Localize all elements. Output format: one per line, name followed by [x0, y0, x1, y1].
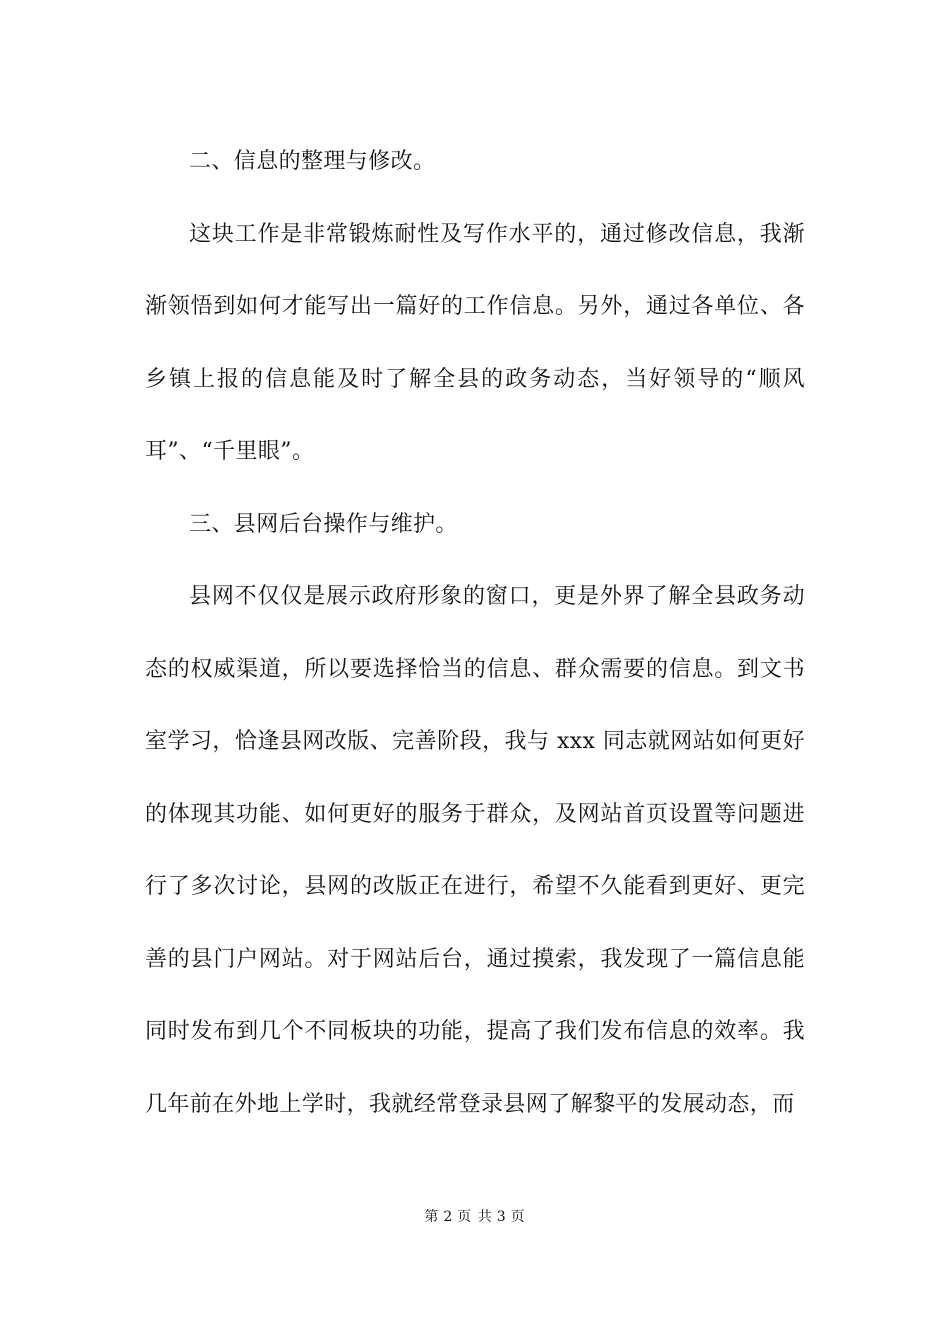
page-footer [0, 1206, 950, 1226]
document-body [145, 126, 805, 1141]
section-heading-2: 二、信息的整理与修改。 [189, 149, 436, 174]
current-page-number: 2 [443, 1209, 454, 1225]
footer-prefix: 第 [424, 1209, 440, 1225]
body-paragraph-2: 县网不仅仅是展示政府形象的窗口，更是外界了解全县政务动态的权威渠道，所以要选择恰当的信息、群众需要的信息。到文书室学习，恰逢县网改版、完善阶段，我与 xxx 同志就网站如何更好的体现其功能、如何更好的服务于群众，及网站首页设置等问题进行了多次讨论，县网的改版正在进行，希望不久能看到更好、更完善的县门户网站。对于网站后台，通过摸索，我发现了一篇信息能同时发布到几个不同板块的功能，提高了我们发布信息的效率。我几年前在外地上学时，我就经常登录县网了解黎平的发展动态，而 [145, 584, 805, 1117]
total-page-number: 3 [496, 1209, 507, 1225]
section-heading-3: 三、县网后台操作与维护。 [189, 511, 458, 537]
footer-suffix: 页 [510, 1209, 526, 1225]
footer-middle: 页 共 [457, 1209, 493, 1225]
body-paragraph-1: 这块工作是非常锻炼耐性及写作水平的，通过修改信息，我渐渐领悟到如何才能写出一篇好的工作信息。另外，通过各单位、各乡镇上报的信息能及时了解全县的政务动态，当好领导的“顺风耳”、“千里眼”。 [145, 221, 805, 464]
